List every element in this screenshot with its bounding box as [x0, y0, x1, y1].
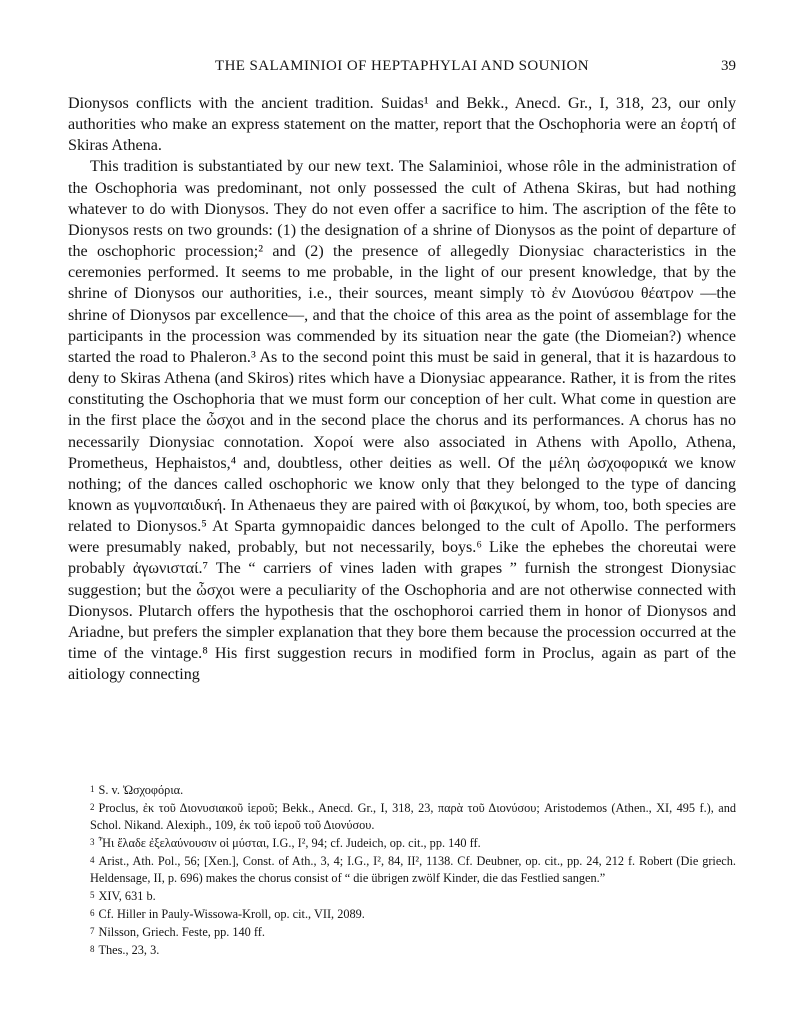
footnote-number: 7	[90, 926, 95, 936]
footnote-number: 6	[90, 908, 95, 918]
footnote-text: Cf. Hiller in Pauly-Wissowa-Kroll, op. cit., VII, 2089.	[98, 907, 365, 921]
footnote-number: 5	[90, 890, 95, 900]
paragraph: Dionysos conflicts with the ancient tradition. Suidas¹ and Bekk., Anecd. Gr., I, 318, 23, our only authorities who make an express statement on the matter, report that the Oschophoria were an ἑορτή of Skiras Athena.	[68, 95, 736, 155]
footnote	[68, 852, 736, 887]
footnote-number: 4	[90, 855, 95, 865]
footnote	[68, 941, 736, 959]
footnote-text: Nilsson, Griech. Feste, pp. 140 ff.	[98, 925, 265, 939]
footnote-number: 2	[90, 802, 95, 812]
body-text	[68, 93, 736, 685]
footnote	[68, 834, 736, 852]
footnote	[68, 781, 736, 799]
running-title: THE SALAMINIOI OF HEPTAPHYLAI AND SOUNION	[215, 58, 589, 74]
footnote	[68, 887, 736, 905]
page-number: 39	[721, 58, 736, 74]
footnote	[68, 905, 736, 923]
footnote-text: Ἦι ἔλαδε ἐξελαύνουσιν οἱ μύσται, I.G., I², 94; cf. Judeich, op. cit., pp. 140 ff.	[98, 836, 481, 850]
footnote-text: XIV, 631 b.	[98, 889, 156, 903]
footnote-text: Thes., 23, 3.	[98, 943, 160, 957]
paragraph: This tradition is substantiated by our new text. The Salaminioi, whose rôle in the administration of the Oschophoria was predominant, not only possessed the cult of Athena Skiras, but had nothing whatever to do with Dionysos. They do not even offer a sacrifice to him. The ascription of the fête to Dionysos rests on two grounds: (1) the designation of a shrine of Dionysos as the point of departure of the oschophoric procession;² and (2) the presence of allegedly Dionysiac characteristics in the ceremonies performed. It seems to me probable, in the light of our present knowledge, that by the shrine of Dionysos our authorities, i.e., their sources, meant simply τὸ ἐν Διονύσου θέατρον —the shrine of Dionysos par excellence—, and that the choice of this area as the point of assemblage for the participants in the procession was commended by its situation near the gate (the Diomeian?) whence started the road to Phaleron.³ As to the second point this must be said in general, that it is hazardous to deny to Skiras Athena (and Skiros) rites which have a Dionysiac appearance. Rather, it is from the rites constituting the Oschophoria that we must form our conception of her cult. What come in question are in the first place the ὦσχοι and in the second place the chorus and its performances. A chorus has no necessarily Dionysiac connotation. Χοροί were also associated in Athens with Apollo, Athena, Prometheus, Hephaistos,⁴ and, doubtless, other deities as well. Of the μέλη ὠσχοφορικά we know nothing; of the dances called oschophoric we know only that they belonged to the type of dancing known as γυμνοπαιδική. In Athenaeus they are paired with οἱ βακχικοί, by whom, too, both species are related to Dionysos.⁵ At Sparta gymnopaidic dances belonged to the cult of Apollo. The performers were presumably naked, probably, but not necessarily, boys.⁶ Like the ephebes the choreutai were probably ἀγωνισταί.⁷ The “ carriers of vines laden with grapes ” furnish the strongest Dionysiac suggestion; but the ὦσχοι were a peculiarity of the Oschophoria and are not otherwise connected with Dionysos. Plutarch offers the hypothesis that the oschophoroi carried them in honor of Dionysos and Ariadne, but prefers the simpler explanation that they bore them because the procession occurred at the time of the vintage.⁸ His first suggestion recurs in modified form in Proclus, again as part of the aitiology connecting	[68, 158, 736, 684]
page-header	[68, 58, 736, 82]
footnote-text: Proclus, ἐκ τοῦ Διονυσιακοῦ ἱεροῦ; Bekk., Anecd. Gr., I, 318, 23, παρὰ τοῦ Διονύσου; Aristodemos (Athen., XI, 495 f.), and Schol. Nikand. Alexiph., 109, ἐκ τοῦ ἱεροῦ τοῦ Διονύσου.	[90, 801, 736, 832]
footnote	[68, 923, 736, 941]
footnote-number: 1	[90, 784, 95, 794]
footnotes	[68, 781, 736, 959]
footnote-text: S. v. Ὠσχοφόρια.	[98, 783, 184, 797]
footnote-text: Arist., Ath. Pol., 56; [Xen.], Const. of Ath., 3, 4; I.G., I², 84, II², 1138. Cf. Deubner, op. cit., pp. 24, 212 f. Robert (Die griech. Heldensage, II, p. 696) makes the chorus consist of “ die übrigen zwölf Kinder, die das Festlied sangen.”	[90, 854, 736, 885]
footnote-number: 8	[90, 944, 95, 954]
footnote-number: 3	[90, 837, 95, 847]
footnote	[68, 799, 736, 834]
